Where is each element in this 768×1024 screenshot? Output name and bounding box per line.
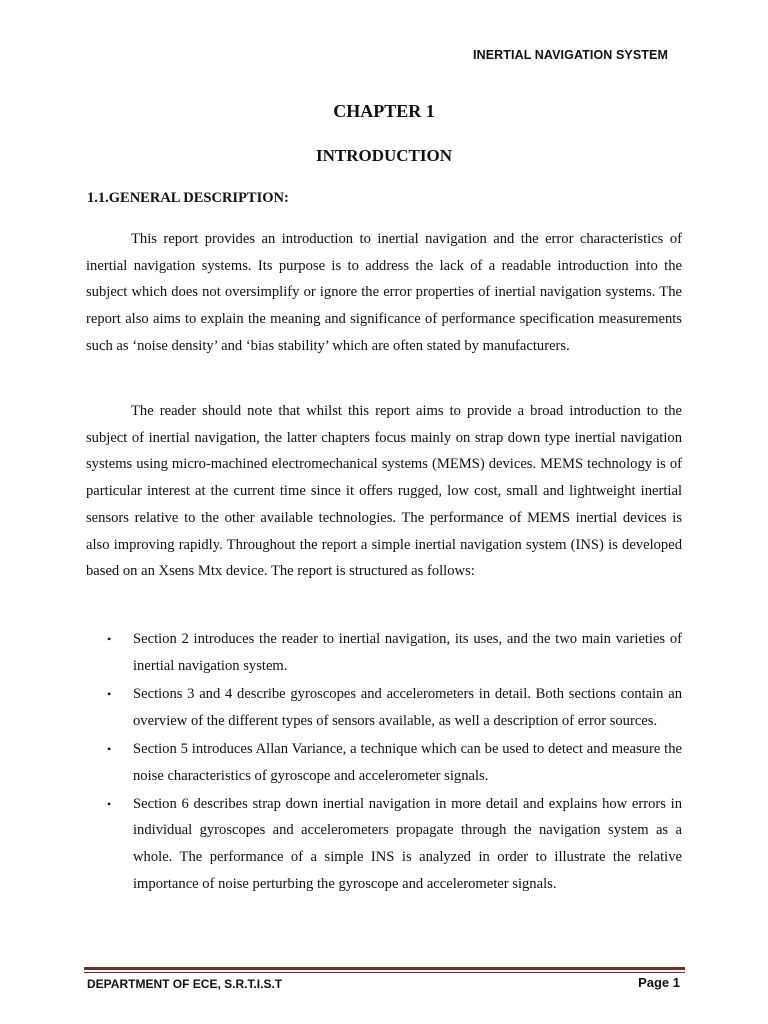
- bullet-text: Sections 3 and 4 describe gyroscopes and accelerometers in detail. Both sections contain an overview of the different types of sensors available, as well a description of error sources.: [133, 685, 682, 729]
- bullet-dot-icon: •: [107, 686, 112, 701]
- bullet-item: [86, 791, 682, 898]
- bullet-item: [86, 626, 682, 679]
- paragraph-1: This report provides an introduction to inertial navigation and the error characteristics of inertial navigation systems. Its purpose is to address the lack of a readable introduction into the subject which does not oversimplify or ignore the error properties of inertial navigation systems. The report also aims to explain the meaning and significance of performance specification measurements such as ‘noise density’ and ‘bias stability’ which are often stated by manufacturers.: [86, 231, 682, 354]
- bullet-text: Section 5 introduces Allan Variance, a technique which can be used to detect and measure the noise characteristics of gyroscope and accelerometer signals.: [133, 740, 682, 784]
- bullet-text: Section 2 introduces the reader to inertial navigation, its uses, and the two main varieties of inertial navigation system.: [133, 631, 682, 674]
- footer-page-number: Page 1: [638, 975, 680, 990]
- bullet-dot-icon: •: [107, 632, 112, 646]
- bullet-list: [86, 626, 682, 899]
- chapter-title: INTRODUCTION: [315, 146, 453, 165]
- footer-rule-thick: [84, 967, 685, 970]
- footer-department: DEPARTMENT OF ECE, S.R.T.I.S.T: [87, 977, 283, 991]
- bullet-item: [86, 736, 682, 789]
- footer-rule-thin: [84, 972, 685, 973]
- bullet-item: [86, 681, 682, 734]
- chapter-number: CHAPTER 1: [333, 101, 435, 121]
- paragraph-2: The reader should note that whilst this report aims to provide a broad introduction to the subject of inertial navigation, the latter chapters focus mainly on strap down type inertial navigation systems using micro-machined electromechanical systems (MEMS) devices. MEMS technology is of particular interest at the current time since it offers rugged, low cost, small and lightweight inertial sensors relative to the other available technologies. The performance of MEMS inertial devices is also improving rapidly. Throughout the report a simple inertial navigation system (INS) is developed based on an Xsens Mtx device. The report is structured as follows:: [86, 403, 682, 580]
- bullet-text: Section 6 describes strap down inertial navigation in more detail and explains how errors in individual gyroscopes and accelerometers propagate through the navigation system as a whole. The performance of a simple INS is analyzed in order to illustrate the relative importance of noise perturbing the gyroscope and accelerometer signals.: [133, 795, 682, 892]
- paragraph-1-block: [86, 226, 682, 360]
- section-heading: 1.1.GENERAL DESCRIPTION:: [87, 190, 289, 206]
- bullet-dot-icon: •: [107, 741, 112, 756]
- paragraph-2-block: [86, 398, 682, 585]
- running-header: INERTIAL NAVIGATION SYSTEM: [473, 48, 668, 62]
- bullet-dot-icon: •: [107, 796, 112, 811]
